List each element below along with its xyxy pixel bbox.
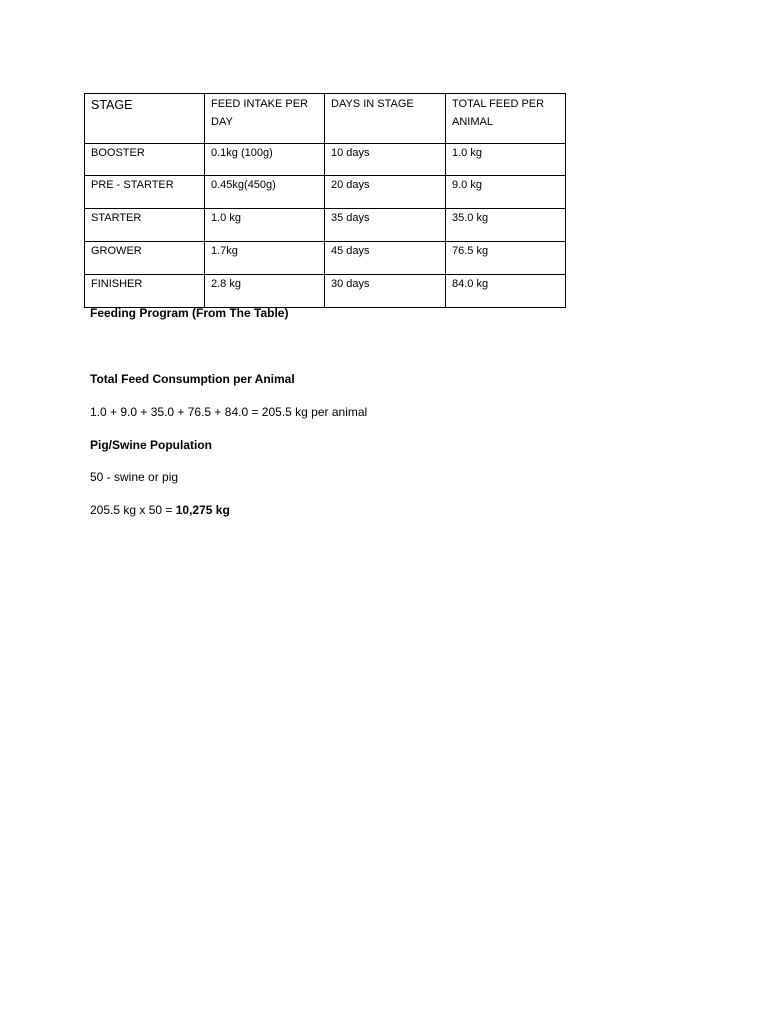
days-cell: 35 days: [325, 209, 446, 242]
final-result: 10,275 kg: [175, 503, 230, 517]
total-feed-cell: 9.0 kg: [446, 176, 566, 209]
feed-intake-cell: 1.0 kg: [205, 209, 325, 242]
table-row: [85, 209, 566, 242]
total-feed-cell: 1.0 kg: [446, 144, 566, 176]
header-total-feed: TOTAL FEED PER ANIMAL: [446, 94, 566, 144]
total-feed-cell: 84.0 kg: [446, 275, 566, 308]
stage-cell: PRE - STARTER: [85, 176, 205, 209]
stage-cell: GROWER: [85, 242, 205, 275]
stage-cell: BOOSTER: [85, 144, 205, 176]
header-feed-intake: FEED INTAKE PER DAY: [205, 94, 325, 144]
feed-intake-cell: 1.7kg: [205, 242, 325, 275]
days-cell: 45 days: [325, 242, 446, 275]
stage-cell: FINISHER: [85, 275, 205, 308]
table-row: [85, 144, 566, 176]
feed-intake-cell: 2.8 kg: [205, 275, 325, 308]
feeding-program-table: [84, 93, 566, 308]
feed-intake-cell: 0.1kg (100g): [205, 144, 325, 176]
header-stage: STAGE: [85, 94, 205, 144]
table-row: [85, 242, 566, 275]
table-row: [85, 275, 566, 308]
days-cell: 30 days: [325, 275, 446, 308]
table-row: [85, 176, 566, 209]
total-feed-cell: 76.5 kg: [446, 242, 566, 275]
days-cell: 20 days: [325, 176, 446, 209]
total-consumption-heading: Total Feed Consumption per Animal: [90, 372, 295, 386]
total-consumption-equation: 1.0 + 9.0 + 35.0 + 76.5 + 84.0 = 205.5 kg per animal: [90, 405, 368, 419]
total-feed-cell: 35.0 kg: [446, 209, 566, 242]
table-header-row: [85, 94, 566, 144]
days-cell: 10 days: [325, 144, 446, 176]
final-equation: [90, 502, 230, 518]
population-count: 50 - swine or pig: [90, 470, 179, 484]
feed-intake-cell: 0.45kg(450g): [205, 176, 325, 209]
final-equation-prefix: 205.5 kg x 50 =: [90, 503, 176, 517]
population-heading: Pig/Swine Population: [90, 438, 213, 452]
table-caption: Feeding Program (From The Table): [90, 306, 289, 320]
header-days: DAYS IN STAGE: [325, 94, 446, 144]
stage-cell: STARTER: [85, 209, 205, 242]
